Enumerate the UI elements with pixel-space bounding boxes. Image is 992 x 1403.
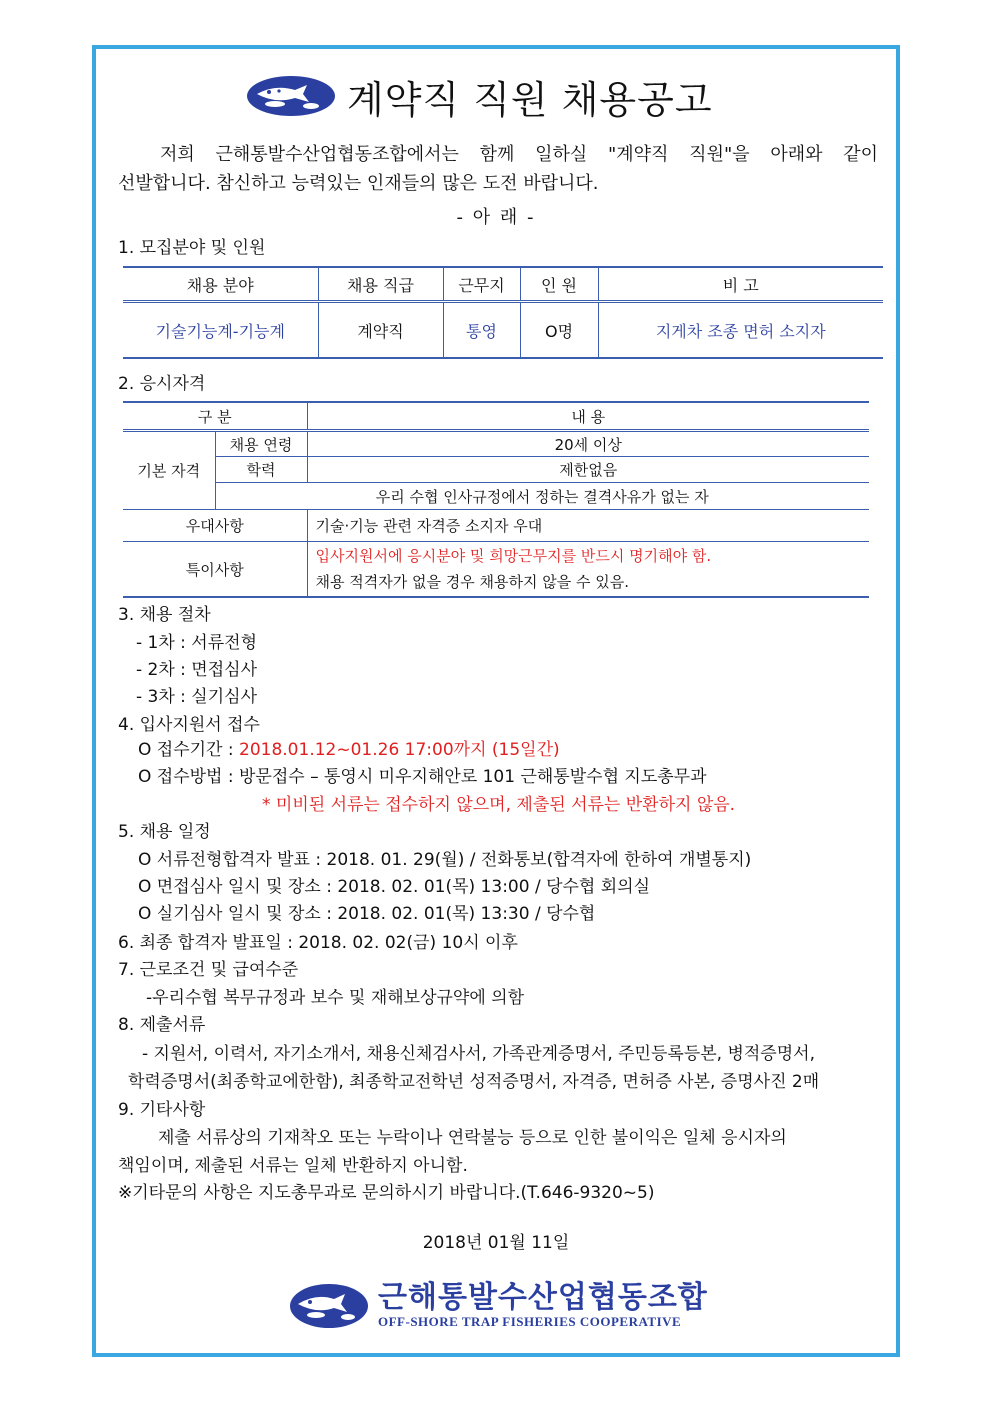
- schedule-item-1: O 서류전형합격자 발표 : 2018. 01. 29(월) / 전화통보(합격자에 한하여 개별통지): [138, 850, 752, 870]
- section5-heading: 5. 채용 일정: [118, 822, 211, 842]
- edu-label: 학력: [215, 457, 307, 483]
- section3-heading: 3. 채용 절차: [118, 605, 211, 625]
- period-row: [138, 735, 560, 760]
- age-label: 채용 연령: [215, 431, 307, 457]
- edu-value: 제한없음: [307, 457, 869, 483]
- special-value: [307, 542, 869, 598]
- qual-header-right: 내 용: [307, 402, 869, 431]
- cell-location: 통영: [443, 302, 520, 359]
- special-black: 채용 적격자가 없을 경우 채용하지 않을 수 있음.: [315, 573, 629, 591]
- header-location: 근무지: [443, 267, 520, 302]
- misc-line-2: 책임이며, 제출된 서류는 일체 반환하지 아니함.: [118, 1156, 468, 1176]
- org-name-en: OFF-SHORE TRAP FISHERIES COOPERATIVE: [378, 1314, 682, 1329]
- header-field: 채용 분야: [123, 267, 318, 302]
- cell-note: 지게차 조종 면허 소지자: [598, 302, 883, 359]
- special-red: 입사지원서에 응시분야 및 희망근무지를 반드시 명기해야 함.: [315, 547, 712, 565]
- step-1: - 1차 : 서류전형: [136, 633, 257, 653]
- cell-field: 기술기능계-기능계: [123, 302, 318, 359]
- section8-heading: 8. 제출서류: [118, 1015, 206, 1035]
- documents-line-2: 학력증명서(최종학교에한함), 최종학교전학년 성적증명서, 자격증, 면허증 사본, 증명사진 2매: [128, 1072, 820, 1092]
- section6-heading: 6. 최종 합격자 발표일 : 2018. 02. 02(금) 10시 이후: [118, 933, 518, 953]
- special-label: 특이사항: [123, 542, 307, 598]
- pref-value: 기술·기능 관련 자격증 소지자 우대: [307, 510, 869, 542]
- section7-heading: 7. 근로조건 및 급여수준: [118, 960, 299, 980]
- qual-header-left: 구 분: [123, 402, 307, 431]
- period-label: O 접수기간 :: [138, 740, 240, 760]
- cell-grade: 계약직: [318, 302, 443, 359]
- cell-count: O명: [520, 302, 598, 359]
- header-note: 비 고: [598, 267, 883, 302]
- recruit-table-row: [123, 302, 883, 359]
- issue-date: 2018년 01월 11일: [422, 1233, 570, 1253]
- header-grade: 채용 직급: [318, 267, 443, 302]
- step-3: - 3차 : 실기심사: [136, 687, 257, 707]
- header-count: 인 원: [520, 267, 598, 302]
- misc-line-3: ※기타문의 사항은 지도총무과로 문의하시기 바랍니다.(T.646-9320~5): [118, 1183, 655, 1203]
- period-value: 2018.01.12~01.26 17:00까지 (15일간): [239, 740, 560, 760]
- age-value: 20세 이상: [307, 431, 869, 457]
- section9-heading: 9. 기타사항: [118, 1100, 206, 1120]
- submission-note: * 미비된 서류는 접수하지 않으며, 제출된 서류는 반환하지 않음.: [262, 795, 736, 815]
- recruit-table: [123, 266, 883, 359]
- section2-heading: 2. 응시자격: [118, 374, 206, 394]
- documents-line-1: - 지원서, 이력서, 자기소개서, 채용신체검사서, 가족관계증명서, 주민등록등본, 병적증명서,: [142, 1044, 815, 1064]
- work-conditions: -우리수협 복무규정과 보수 및 재해보상규약에 의함: [146, 988, 525, 1008]
- schedule-item-2: O 면접심사 일시 및 장소 : 2018. 02. 01(목) 13:00 / 당수협 회의실: [138, 877, 651, 897]
- org-name-ko: 근해통발수산업협동조합: [378, 1280, 708, 1315]
- page-title: 계약직 직원 채용공고: [347, 77, 713, 122]
- recruit-table-header: [123, 267, 883, 302]
- coop-logo-footer-icon: [288, 1282, 370, 1330]
- step-2: - 2차 : 면접심사: [136, 660, 257, 680]
- footer-logo: [288, 1282, 708, 1330]
- section1-heading: 1. 모집분야 및 인원: [118, 238, 266, 258]
- intro-paragraph: [118, 140, 878, 198]
- intro-line-1: 저희 근해통발수산업협동조합에서는 함께 일하실 "계약직 직원"을 아래와 같이: [160, 144, 878, 165]
- below-marker: - 아 래 -: [456, 207, 536, 228]
- misc-line-1: 제출 서류상의 기재착오 또는 누락이나 연락불능 등으로 인한 불이익은 일체 응시자의: [158, 1128, 787, 1148]
- qualification-table: [123, 401, 869, 598]
- title-block: [245, 66, 713, 126]
- pref-label: 우대사항: [123, 510, 307, 542]
- coop-logo-icon: [245, 74, 337, 118]
- schedule-item-3: O 실기심사 일시 및 장소 : 2018. 02. 01(목) 13:30 / 당수협: [138, 904, 596, 924]
- disqualification: 우리 수협 인사규정에서 정하는 결격사유가 없는 자: [215, 483, 869, 510]
- basic-label: 기본 자격: [123, 431, 215, 510]
- intro-line-2: 선발합니다. 참신하고 능력있는 인재들의 많은 도전 바랍니다.: [118, 173, 599, 194]
- section4-heading: 4. 입사지원서 접수: [118, 715, 260, 735]
- method-row: O 접수방법 : 방문접수 – 통영시 미우지해안로 101 근해통발수협 지도총무과: [138, 767, 707, 787]
